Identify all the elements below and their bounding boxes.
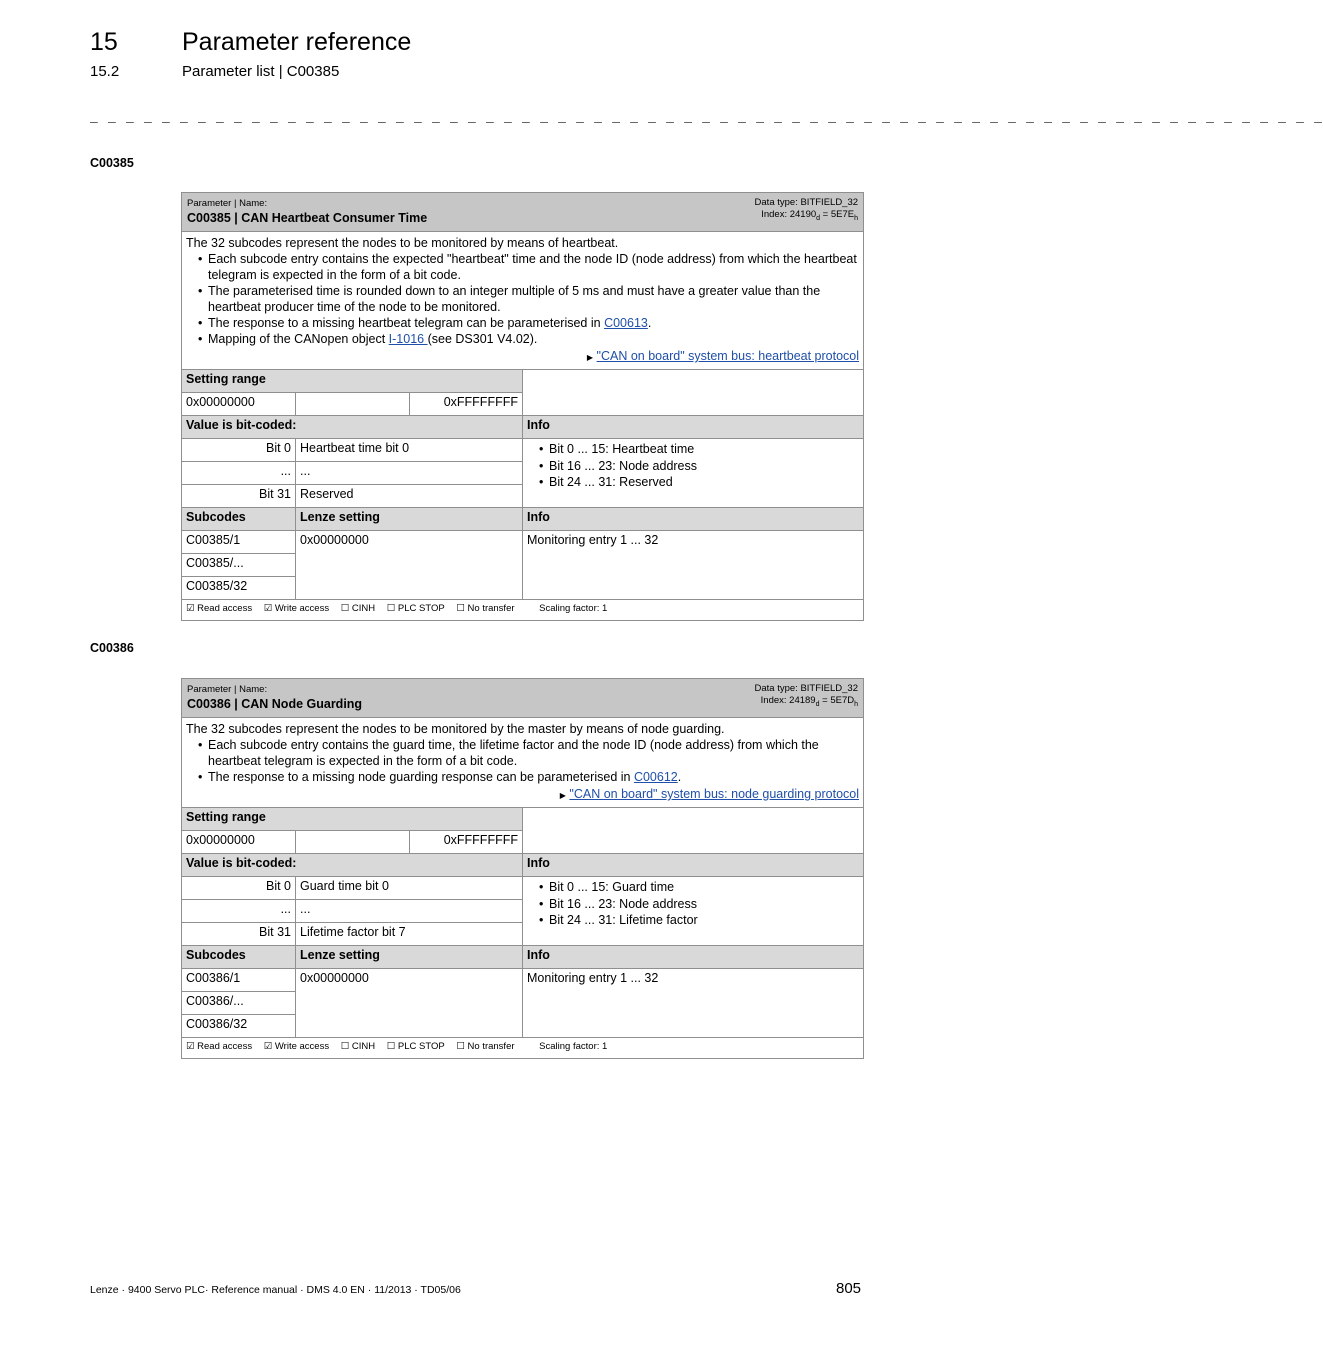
write-access-flag: ☑ Write access	[263, 1041, 330, 1052]
link-c00612[interactable]: C00612	[633, 770, 678, 784]
range-max: 0xFFFFFFFF	[410, 393, 523, 416]
data-type: Data type: BITFIELD_32	[754, 197, 859, 208]
range-min: 0x00000000	[182, 831, 296, 854]
bit-label: Bit 31	[182, 485, 296, 508]
bitcoded-header: Value is bit-coded:	[182, 854, 523, 877]
cinh-flag: ☐ CINH	[340, 603, 376, 614]
section-title: Parameter list | C00385	[182, 63, 340, 80]
info-header: Info	[523, 508, 864, 531]
bit-label: ...	[182, 462, 296, 485]
empty-cell	[523, 808, 864, 854]
page-number: 805	[836, 1280, 862, 1297]
intro-text: The 32 subcodes represent the nodes to be monitored by means of heartbeat.	[186, 236, 619, 250]
param-description	[182, 232, 864, 370]
lenze-setting-value: 0x00000000	[296, 531, 523, 600]
subcode: C00385/32	[182, 577, 296, 600]
subcode: C00386/32	[182, 1015, 296, 1038]
plc-stop-flag: ☐ PLC STOP	[386, 603, 445, 614]
param-label: C00386	[90, 641, 134, 655]
empty-cell	[296, 393, 410, 416]
param-caption: Parameter | Name:	[187, 198, 268, 209]
section-number: 15.2	[90, 63, 120, 80]
subcode-info: Monitoring entry 1 ... 32	[523, 969, 864, 1038]
list-item: • The parameterised time is rounded down to an integer multiple of 5 ms and must have a greater value than the heartbeat producer time of the node to be monitored.	[200, 283, 859, 315]
setting-range-header: Setting range	[182, 808, 523, 831]
list-item: • Bit 16 ... 23: Node address	[541, 896, 859, 913]
read-access-flag: ☑ Read access	[186, 1041, 253, 1052]
chapter-title: Parameter reference	[182, 28, 412, 56]
param-index: Index: $24190_d = 5E7E_h$	[761, 209, 859, 222]
setting-range-header: Setting range	[182, 370, 523, 393]
bit-label: ...	[182, 900, 296, 923]
node-guarding-protocol-link[interactable]: "CAN on board" system bus: node guarding protocol	[569, 787, 859, 801]
plc-stop-flag: ☐ PLC STOP	[386, 1041, 445, 1052]
list-item: • Mapping of the CANopen object I-1016 (see DS301 V4.02).	[200, 331, 859, 347]
access-footer	[182, 1038, 864, 1059]
bitcoded-header: Value is bit-coded:	[182, 416, 523, 439]
bit-description: Guard time bit 0	[296, 877, 523, 900]
lenze-setting-value: 0x00000000	[296, 969, 523, 1038]
subcode: C00386/1	[182, 969, 296, 992]
lenze-setting-header: Lenze setting	[296, 508, 523, 531]
empty-cell	[296, 831, 410, 854]
access-footer	[182, 600, 864, 621]
cinh-flag: ☐ CINH	[340, 1041, 376, 1052]
param-index: Index: $24189_d = 5E7D_h$	[760, 695, 858, 708]
no-transfer-flag: ☐ No transfer	[456, 603, 515, 614]
subcodes-header: Subcodes	[182, 508, 296, 531]
list-item: • Each subcode entry contains the expected "heartbeat" time and the node ID (node address) from which the heartbeat telegram is expected in the form of a bit code.	[200, 251, 859, 283]
bit-description: Lifetime factor bit 7	[296, 923, 523, 946]
header-divider: _ _ _ _ _ _ _ _ _ _ _ _ _ _ _ _ _ _ _ _ _ _ _ _ _ _ _ _ _ _ _ _ _ _ _ _ _ _ _ _ _ _ _ _ _ _ _ _ _ _ _ _ _ _ _ _ _ _ _ _ _ _ _ _ _ _ _ _ _	[90, 110, 1323, 125]
range-max: 0xFFFFFFFF	[410, 831, 523, 854]
data-type: Data type: BITFIELD_32	[754, 683, 858, 694]
bit-info	[523, 877, 864, 946]
intro-text: The 32 subcodes represent the nodes to be monitored by the master by means of node guarding.	[186, 722, 725, 736]
list-item: • Bit 24 ... 31: Reserved	[541, 474, 859, 491]
bit-label: Bit 0	[182, 877, 296, 900]
list-item: • Bit 0 ... 15: Heartbeat time	[541, 441, 859, 458]
bit-description: ...	[296, 900, 523, 923]
arrow-right-icon: ▶	[559, 791, 566, 800]
heartbeat-protocol-link[interactable]: "CAN on board" system bus: heartbeat protocol	[596, 349, 860, 363]
subcode: C00386/...	[182, 992, 296, 1015]
bit-label: Bit 31	[182, 923, 296, 946]
bit-description: Reserved	[296, 485, 523, 508]
list-item: • The response to a missing heartbeat telegram can be parameterised in C00613.	[200, 315, 859, 331]
link-c00613[interactable]: C00613	[604, 316, 648, 330]
info-header: Info	[523, 946, 864, 969]
arrow-right-icon: ▶	[586, 353, 594, 362]
footer-text: Lenze · 9400 Servo PLC· Reference manual · DMS 4.0 EN · 11/2013 · TD05/06	[90, 1284, 461, 1296]
bit-info	[523, 439, 864, 508]
param-description	[182, 718, 864, 808]
bit-description: ...	[296, 462, 523, 485]
info-header: Info	[523, 854, 864, 877]
read-access-flag: ☑ Read access	[186, 603, 253, 614]
param-label: C00385	[90, 156, 134, 170]
param-table	[181, 192, 864, 621]
param-name: C00385 | CAN Heartbeat Consumer Time	[187, 211, 428, 225]
param-name: C00386 | CAN Node Guarding	[187, 697, 363, 711]
list-item: • Bit 24 ... 31: Lifetime factor	[541, 912, 859, 929]
lenze-setting-header: Lenze setting	[296, 946, 523, 969]
param-table	[181, 678, 864, 1059]
no-transfer-flag: ☐ No transfer	[456, 1041, 515, 1052]
range-min: 0x00000000	[182, 393, 296, 416]
write-access-flag: ☑ Write access	[263, 603, 330, 614]
subcode: C00385/...	[182, 554, 296, 577]
subcode-info: Monitoring entry 1 ... 32	[523, 531, 864, 600]
list-item: • The response to a missing node guarding response can be parameterised in C00612.	[200, 769, 859, 785]
list-item: • Bit 0 ... 15: Guard time	[541, 879, 859, 896]
link-i1016[interactable]: I-1016	[388, 332, 428, 346]
param-header	[182, 679, 864, 718]
chapter-number: 15	[90, 28, 118, 56]
param-caption: Parameter | Name:	[187, 684, 268, 695]
list-item: • Bit 16 ... 23: Node address	[541, 458, 859, 475]
list-item: • Each subcode entry contains the guard time, the lifetime factor and the node ID (node address) from which the heartbeat telegram is expected in the form of a bit code.	[200, 737, 859, 769]
bit-description: Heartbeat time bit 0	[296, 439, 523, 462]
subcodes-header: Subcodes	[182, 946, 296, 969]
scaling-factor: Scaling factor: 1	[539, 1041, 608, 1052]
subcode: C00385/1	[182, 531, 296, 554]
info-header: Info	[523, 416, 864, 439]
bit-label: Bit 0	[182, 439, 296, 462]
param-header	[182, 193, 864, 232]
empty-cell	[523, 370, 864, 416]
scaling-factor: Scaling factor: 1	[539, 603, 608, 614]
